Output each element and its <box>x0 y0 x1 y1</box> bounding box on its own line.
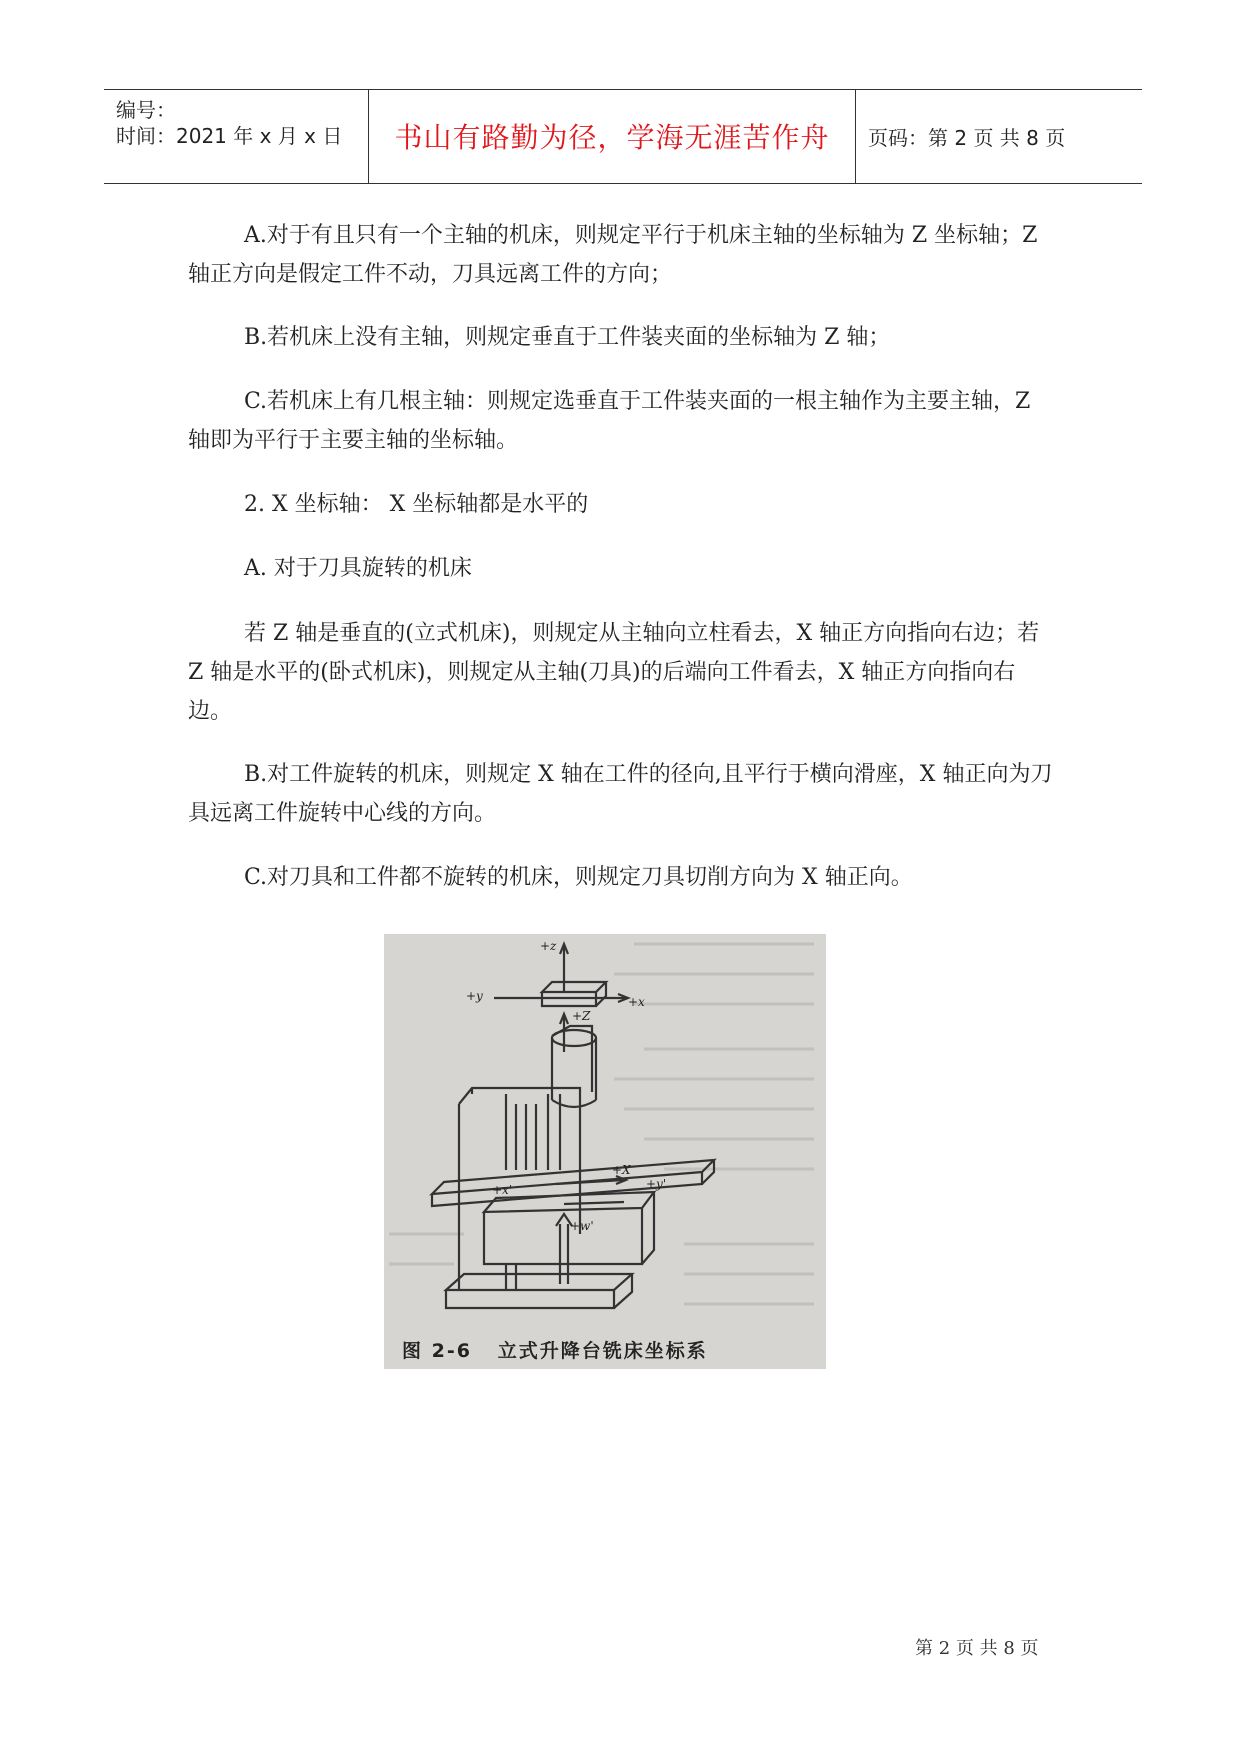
paragraph-z-axis-single-spindle: A.对于有且只有一个主轴的机床，则规定平行于机床主轴的坐标轴为 Z 坐标轴；Z 轴正方向是假定工件不动，刀具远离工件的方向； <box>188 223 1038 287</box>
header-right-cell <box>856 90 1142 183</box>
figure-caption: 图 2-6 立式升降台铣床坐标系 <box>402 1340 708 1362</box>
milling-machine-drawing <box>384 934 826 1369</box>
header-motto: 书山有路勤为径，学海无涯苦作舟 <box>394 121 830 154</box>
paragraph-non-rotating: C.对刀具和工件都不旋转的机床，则规定刀具切削方向为 X 轴正向。 <box>244 865 913 890</box>
label-plus-z-top: +z <box>540 939 557 953</box>
label-plus-x-prime: +x' <box>492 1183 513 1197</box>
paragraph-z-axis-no-spindle: B.若机床上没有主轴，则规定垂直于工件装夹面的坐标轴为 Z 轴； <box>244 325 891 350</box>
paragraph-workpiece-rotating: B.对工件旋转的机床，则规定 X 轴在工件的径向,且平行于横向滑座，X 轴正向为刀具远离工件旋转中心线的方向。 <box>188 762 1053 826</box>
paragraph-z-axis-multi-spindle: C.若机床上有几根主轴：则规定选垂直于工件装夹面的一根主轴作为主要主轴，Z 轴即为平行于主要主轴的坐标轴。 <box>188 389 1031 453</box>
milling-machine-figure <box>384 934 826 1369</box>
header-page-info: 页码：第 2 页 共 8 页 <box>868 126 1066 150</box>
page-header <box>104 89 1142 184</box>
paragraph-x-axis-heading: 2. X 坐标轴： X 坐标轴都是水平的 <box>244 492 589 517</box>
paragraph-tool-rotating: A. 对于刀具旋转的机床 <box>244 556 472 581</box>
label-plus-z-spindle: +Z <box>572 1009 591 1023</box>
header-center-cell <box>368 90 856 183</box>
page-footer: 第 2 页 共 8 页 <box>915 1638 1039 1659</box>
date-label: 时间：2021 年 x 月 x 日 <box>116 124 343 148</box>
label-plus-x-top: +x <box>628 995 645 1009</box>
label-plus-w-prime: +w' <box>570 1219 594 1233</box>
paragraph-x-direction-rule: 若 Z 轴是垂直的(立式机床)，则规定从主轴向立柱看去，X 轴正方向指向右边；若 Z 轴是水平的(卧式机床)，则规定从主轴(刀具)的后端向工件看去，X 轴正方向指向右边。 <box>188 621 1040 724</box>
serial-number-label: 编号： <box>116 98 176 122</box>
label-plus-y-prime: +y' <box>646 1177 667 1191</box>
label-plus-x-table: +X <box>612 1163 631 1177</box>
header-left-cell <box>104 90 368 183</box>
label-plus-y-top: +y <box>466 989 483 1003</box>
